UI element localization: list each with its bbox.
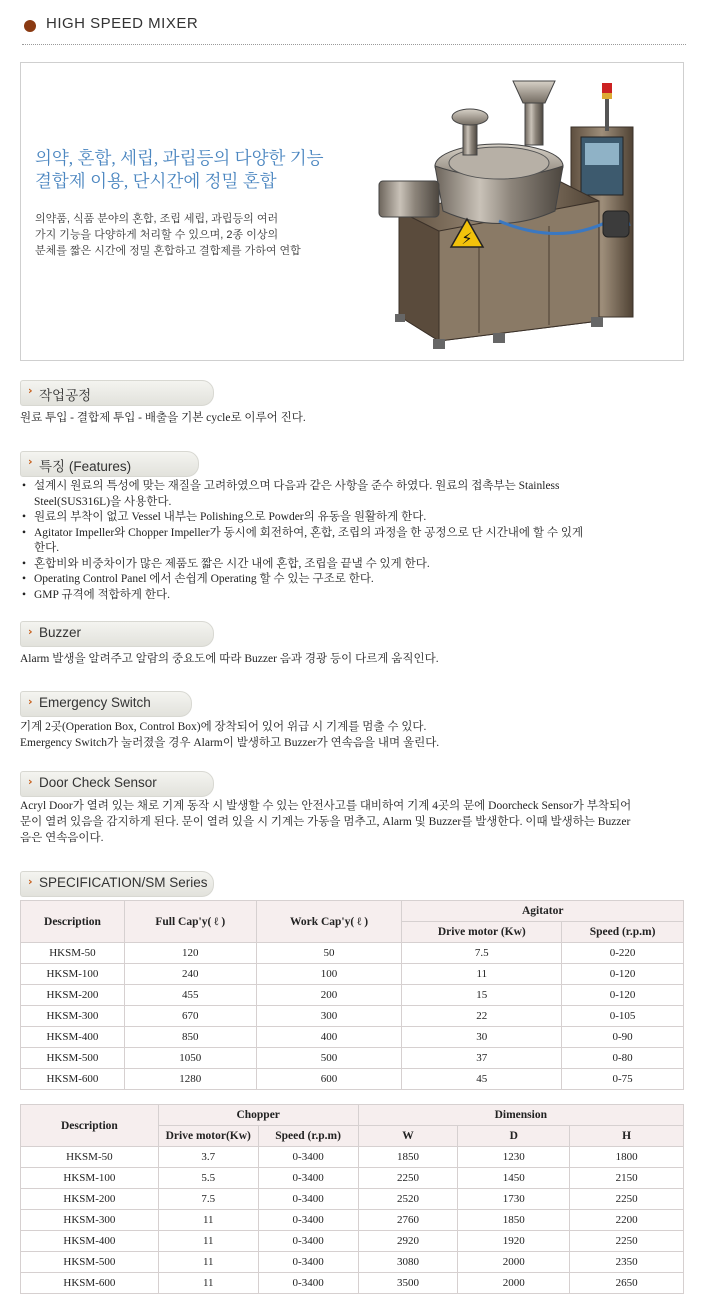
header-w: W — [358, 1126, 458, 1147]
intro-title — [35, 147, 355, 193]
cell-model: HKSM-300 — [21, 1006, 125, 1027]
door-text — [20, 798, 692, 846]
cell-model: HKSM-600 — [21, 1069, 125, 1090]
cell-speed: 0-90 — [562, 1027, 684, 1048]
cell-model: HKSM-50 — [21, 943, 125, 964]
intro-box — [20, 62, 684, 361]
cell-drive: 45 — [402, 1069, 562, 1090]
cell-speed: 0-3400 — [258, 1231, 358, 1252]
cell-drive: 5.5 — [158, 1168, 258, 1189]
cell-d: 1920 — [458, 1231, 570, 1252]
cell-d: 1450 — [458, 1168, 570, 1189]
cell-d: 1230 — [458, 1147, 570, 1168]
feature-line: GMP 규격에 적합하게 한다. — [34, 588, 170, 601]
header-work-capacity: Work Cap'y( ℓ ) — [256, 901, 402, 943]
header-description: Description — [21, 901, 125, 943]
section-header-process — [20, 380, 214, 406]
cell-full: 850 — [124, 1027, 256, 1048]
table-row — [21, 943, 684, 964]
feature-line: 혼합비와 비중차이가 많은 제품도 짧은 시간 내에 혼합, 조립을 끝낼 수 있게 한다. — [34, 557, 430, 570]
cell-speed: 0-3400 — [258, 1273, 358, 1294]
cell-speed: 0-3400 — [258, 1210, 358, 1231]
table-row — [21, 1273, 684, 1294]
cell-h: 2350 — [570, 1252, 684, 1273]
cell-speed: 0-105 — [562, 1006, 684, 1027]
section-header-features — [20, 451, 199, 477]
chevron-right-icon: › — [28, 625, 33, 638]
cell-model: HKSM-400 — [21, 1027, 125, 1048]
emergency-line: Emergency Switch가 눌러졌을 경우 Alarm이 발생하고 Buzzer가 연속음을 내며 울린다. — [20, 737, 440, 749]
table-row — [21, 1147, 684, 1168]
header-full-capacity: Full Cap'y( ℓ ) — [124, 901, 256, 943]
cell-speed: 0-80 — [562, 1048, 684, 1069]
table-row — [21, 1027, 684, 1048]
cell-drive: 22 — [402, 1006, 562, 1027]
list-item — [22, 526, 692, 557]
bullet-icon: • — [22, 511, 27, 523]
header-bullet-icon — [24, 20, 36, 32]
door-line: 문이 열려 있음을 감지하게 된다. 문이 열려 있을 시 기계는 가동을 멈추고, Alarm 및 Buzzer를 발생한다. 이때 발생하는 Buzzer — [20, 816, 631, 828]
intro-description — [35, 211, 355, 259]
cell-work: 500 — [256, 1048, 402, 1069]
cell-model: HKSM-600 — [21, 1273, 159, 1294]
cell-drive: 7.5 — [402, 943, 562, 964]
cell-d: 1730 — [458, 1189, 570, 1210]
feature-line: 원료의 부착이 없고 Vessel 내부는 Polishing으로 Powder의 유동을 원활하게 한다. — [34, 511, 427, 523]
cell-model: HKSM-200 — [21, 985, 125, 1006]
cell-w: 2920 — [358, 1231, 458, 1252]
table-row — [21, 964, 684, 985]
list-item — [22, 572, 692, 588]
cell-model: HKSM-400 — [21, 1231, 159, 1252]
process-line: 원료 투입 - 결합제 투입 - 배출을 기본 cycle로 이루어 진다. — [20, 412, 306, 424]
feature-line: Operating Control Panel 에서 손쉽게 Operating 할 수 있는 구조로 한다. — [34, 573, 374, 585]
cell-h: 2650 — [570, 1273, 684, 1294]
header-speed: Speed (r.p.m) — [562, 922, 684, 943]
intro-title-line: 의약, 혼합, 세립, 과립등의 다양한 기능 — [35, 148, 324, 168]
table-row — [21, 1168, 684, 1189]
cell-d: 1850 — [458, 1210, 570, 1231]
emergency-text — [20, 719, 692, 751]
cell-h: 2250 — [570, 1231, 684, 1252]
cell-drive: 11 — [158, 1273, 258, 1294]
bullet-icon: • — [22, 557, 27, 570]
emergency-line: 기계 2곳(Operation Box, Control Box)에 장착되어 있어 위급 시 기계를 멈출 수 있다. — [20, 721, 427, 733]
cell-model: HKSM-100 — [21, 964, 125, 985]
section-header-door — [20, 771, 214, 797]
chevron-right-icon: › — [28, 775, 33, 788]
cell-speed: 0-120 — [562, 964, 684, 985]
spec-table-agitator — [20, 900, 684, 1090]
header-chopper: Chopper — [158, 1105, 358, 1126]
cell-d: 2000 — [458, 1252, 570, 1273]
header-d: D — [458, 1126, 570, 1147]
table-row — [21, 1069, 684, 1090]
list-item — [22, 588, 692, 604]
header-h: H — [570, 1126, 684, 1147]
table-row — [21, 1252, 684, 1273]
cell-speed: 0-3400 — [258, 1147, 358, 1168]
section-title: 특징 (Features) — [39, 459, 132, 474]
cell-drive: 11 — [402, 964, 562, 985]
cell-h: 2150 — [570, 1168, 684, 1189]
cell-speed: 0-220 — [562, 943, 684, 964]
cell-h: 2250 — [570, 1189, 684, 1210]
cell-full: 670 — [124, 1006, 256, 1027]
cell-speed: 0-3400 — [258, 1252, 358, 1273]
intro-desc-line: 의약품, 식품 분야의 혼합, 조립 세립, 과립등의 여러 — [35, 213, 279, 225]
cell-w: 1850 — [358, 1147, 458, 1168]
section-header-spec — [20, 871, 214, 897]
cell-w: 3500 — [358, 1273, 458, 1294]
features-list — [22, 479, 692, 603]
cell-speed: 0-3400 — [258, 1168, 358, 1189]
section-title: Emergency Switch — [39, 695, 151, 710]
bullet-icon: • — [22, 588, 27, 601]
cell-w: 2250 — [358, 1168, 458, 1189]
cell-work: 400 — [256, 1027, 402, 1048]
cell-drive: 11 — [158, 1231, 258, 1252]
intro-desc-line: 가지 기능을 다양하게 처리할 수 있으며, 2종 이상의 — [35, 229, 279, 241]
header-drive-motor: Drive motor(Kw) — [158, 1126, 258, 1147]
cell-model: HKSM-500 — [21, 1252, 159, 1273]
buzzer-line: Alarm 발생을 알려주고 알람의 중요도에 따라 Buzzer 음과 경광 등이 다르게 움직인다. — [20, 653, 439, 665]
header-description: Description — [21, 1105, 159, 1147]
cell-model: HKSM-300 — [21, 1210, 159, 1231]
cell-full: 240 — [124, 964, 256, 985]
cell-model: HKSM-100 — [21, 1168, 159, 1189]
cell-full: 120 — [124, 943, 256, 964]
cell-drive: 15 — [402, 985, 562, 1006]
cell-speed: 0-75 — [562, 1069, 684, 1090]
cell-work: 600 — [256, 1069, 402, 1090]
cell-full: 1280 — [124, 1069, 256, 1090]
section-title: 작업공정 — [39, 388, 92, 403]
list-item — [22, 479, 692, 510]
chevron-right-icon: › — [28, 384, 33, 397]
process-text — [20, 410, 692, 426]
table-row — [21, 1048, 684, 1069]
bullet-icon: • — [22, 526, 27, 539]
cell-drive: 11 — [158, 1252, 258, 1273]
feature-line: Steel(SUS316L)을 사용한다. — [34, 495, 172, 508]
cell-full: 455 — [124, 985, 256, 1006]
section-title: SPECIFICATION/SM Series — [39, 875, 208, 890]
list-item — [22, 557, 692, 573]
page-header — [22, 12, 686, 45]
cell-w: 2760 — [358, 1210, 458, 1231]
section-header-buzzer — [20, 621, 214, 647]
table-row — [21, 1210, 684, 1231]
cell-drive: 7.5 — [158, 1189, 258, 1210]
cell-speed: 0-120 — [562, 985, 684, 1006]
cell-work: 300 — [256, 1006, 402, 1027]
table-row — [21, 1189, 684, 1210]
cell-speed: 0-3400 — [258, 1189, 358, 1210]
intro-desc-line: 분체를 짧은 시간에 정밀 혼합하고 결합제를 가하여 연합 — [35, 245, 301, 257]
chevron-right-icon: › — [28, 455, 33, 468]
header-dimension: Dimension — [358, 1105, 683, 1126]
cell-full: 1050 — [124, 1048, 256, 1069]
spec-table-chopper-dimension — [20, 1104, 684, 1294]
table-row — [21, 1231, 684, 1252]
cell-drive: 30 — [402, 1027, 562, 1048]
bullet-icon: • — [22, 573, 27, 585]
cell-model: HKSM-200 — [21, 1189, 159, 1210]
header-speed: Speed (r.p.m) — [258, 1126, 358, 1147]
buzzer-text — [20, 651, 692, 667]
cell-h: 2200 — [570, 1210, 684, 1231]
cell-model: HKSM-50 — [21, 1147, 159, 1168]
feature-line: 한다. — [34, 542, 60, 554]
table-row — [21, 985, 684, 1006]
section-title: Buzzer — [39, 625, 82, 640]
cell-work: 100 — [256, 964, 402, 985]
cell-work: 200 — [256, 985, 402, 1006]
cell-model: HKSM-500 — [21, 1048, 125, 1069]
header-drive-motor: Drive motor (Kw) — [402, 922, 562, 943]
cell-drive: 11 — [158, 1210, 258, 1231]
page-title: HIGH SPEED MIXER — [46, 15, 199, 32]
cell-drive: 3.7 — [158, 1147, 258, 1168]
intro-title-line: 결합제 이용, 단시간에 정밀 혼합 — [35, 171, 277, 191]
cell-work: 50 — [256, 943, 402, 964]
bullet-icon: • — [22, 480, 27, 492]
section-title: Door Check Sensor — [39, 775, 157, 790]
chevron-right-icon: › — [28, 695, 33, 708]
section-header-emergency — [20, 691, 192, 717]
cell-w: 2520 — [358, 1189, 458, 1210]
table-row — [21, 1006, 684, 1027]
cell-d: 2000 — [458, 1273, 570, 1294]
header-agitator: Agitator — [402, 901, 684, 922]
door-line: Acryl Door가 열려 있는 채로 기계 동작 시 발생할 수 있는 안전사고를 대비하여 기계 4곳의 문에 Doorcheck Sensor가 부착되어 — [20, 800, 632, 812]
feature-line: 설계시 원료의 특성에 맞는 재질을 고려하였으며 다음과 같은 사항을 준수 하였다. 원료의 접촉부는 Stainless — [34, 480, 560, 492]
svg-text:⚡: ⚡ — [461, 229, 473, 248]
list-item — [22, 510, 692, 526]
high-speed-mixer-image — [359, 71, 659, 359]
feature-line: Agitator Impeller와 Chopper Impeller가 동시에 회전하여, 혼합, 조립의 과정을 한 공정으로 단 시간내에 할 수 있게 — [34, 526, 584, 539]
cell-h: 1800 — [570, 1147, 684, 1168]
chevron-right-icon: › — [28, 875, 33, 888]
cell-drive: 37 — [402, 1048, 562, 1069]
cell-w: 3080 — [358, 1252, 458, 1273]
door-line: 음은 연속음이다. — [20, 832, 104, 844]
